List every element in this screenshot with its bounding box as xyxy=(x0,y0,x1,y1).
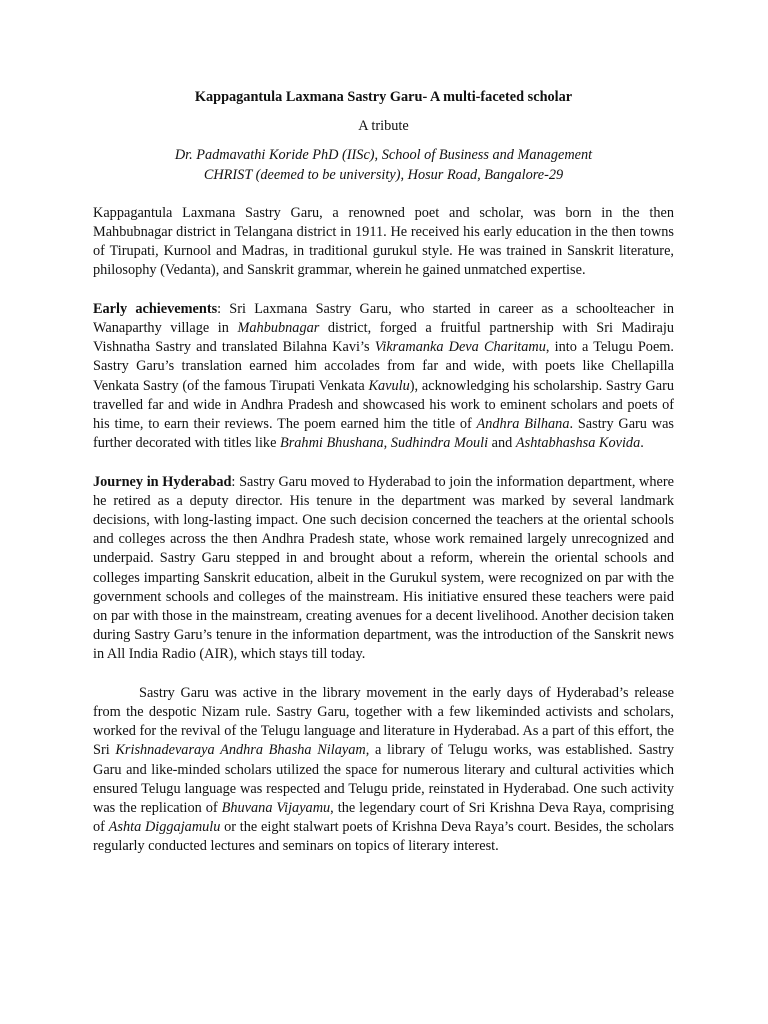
paragraph-text: , xyxy=(383,435,391,452)
paragraph-text: : Sastry Garu moved to Hyderabad to join the information department, where he retired as a deputy director. His tenure in the department was marked by several landmark decisions, with long-lasting impact. One such decision concerned the teachers at the oriental schools and colleges across the then Andhra Pradesh state, whose work remained largely unrecognized and underpaid. Sastry Garu stepped in and brought about a reform, wherein the oriental schools and colleges imparting Sanskrit education, albeit in the Gurukul system, were recognized on par with the government schools and colleges of the mainstream. His initiative ensured these teachers were paid on par with those in the mainstream, creating avenues for a decent livelihood. Another decision taken during Sastry Garu’s tenure in the information department, was the introduction of the Sanskrit news in All India Radio (AIR), which stays till today. xyxy=(93,473,674,663)
paragraph-text: , the legendary court of Sri Krishna Deva Raya, comprising of xyxy=(93,800,674,836)
paragraph-text: ), acknowledging his scholarship. Sastry Garu travelled far and wide in Andhra Pradesh and showcased his work to eminent scholars and poets of his time, to earn their reviews. The poem earned him the title of xyxy=(93,377,674,433)
paragraph-text: . Sastry Garu was further decorated with titles like xyxy=(93,416,674,452)
paragraph-text: district, forged a fruitful partnership with Sri Madiraju Vishnatha Sastry and translated Bilahna Kavi’s xyxy=(93,320,674,356)
paragraph-text: and xyxy=(488,435,516,452)
document-title: Kappagantula Laxmana Sastry Garu- A multi-faceted scholar xyxy=(194,89,573,105)
author-line-2: CHRIST (deemed to be university), Hosur Road, Bangalore-29 xyxy=(203,166,564,183)
paragraph-text: . xyxy=(640,435,644,452)
paragraph-text: , a library of Telugu works, was established. Sastry Garu and like-minded scholars utilized the space for numerous literary and cultural activities which ensured Telugu language was respected and Telugu pride, reinstated in Hyderabad. One such activity was the replication of xyxy=(93,742,674,817)
italic-term: Ashta Diggajamulu xyxy=(108,819,221,836)
journey-hyderabad-heading: Journey in Hyderabad xyxy=(93,473,232,490)
paragraph-text: : Sri Laxmana Sastry Garu, who started in career as a schoolteacher in Wanaparthy village in xyxy=(93,300,674,337)
italic-term: Andhra Bilhana xyxy=(476,416,570,433)
library-movement-paragraph xyxy=(93,684,674,857)
author-block xyxy=(93,146,674,184)
italic-term: Brahmi Bhushana xyxy=(279,435,384,452)
document-subtitle: A tribute xyxy=(358,118,409,135)
intro-paragraph: Kappagantula Laxmana Sastry Garu, a renowned poet and scholar, was born in the then Mahbubnagar district in Telangana district in 1911. He received his early education in the then towns of Tirupati, Kurnool and Madras, in traditional gurukul style. He was trained in Sanskrit literature, philosophy (Vedanta), and Sanskrit grammar, wherein he gained unmatched expertise. xyxy=(93,204,674,279)
italic-term: Vikramanka Deva Charitamu xyxy=(374,339,546,356)
early-achievements-paragraph xyxy=(93,300,674,454)
paragraph-text: or the eight stalwart poets of Krishna Deva Raya’s court. Besides, the scholars regularly conducted lectures and seminars on topics of literary interest. xyxy=(93,819,674,855)
italic-term: Bhuvana Vijayamu xyxy=(221,800,331,817)
italic-term: Krishnadevaraya Andhra Bhasha Nilayam xyxy=(115,742,366,759)
document-page xyxy=(93,88,674,857)
italic-term: Kavulu xyxy=(368,377,410,394)
author-line-1: Dr. Padmavathi Koride PhD (IISc), School of Business and Management xyxy=(174,147,593,164)
paragraph-text: Sastry Garu was active in the library movement in the early days of Hyderabad’s release from the despotic Nizam rule. Sastry Garu, together with a few likeminded activists and scholars, worked for the revival of the Telugu language and literature in Hyderabad. As a part of this effort, the Sri xyxy=(93,684,674,759)
journey-hyderabad-paragraph xyxy=(93,473,674,665)
italic-term: Mahbubnagar xyxy=(237,320,320,337)
paragraph-text: , into a Telugu Poem. Sastry Garu’s translation earned him accolades from far and wide, with poets like Chellapilla Venkata Sastry (of the famous Tirupati Venkata xyxy=(93,339,674,394)
italic-term: Sudhindra Mouli xyxy=(390,435,489,452)
early-achievements-heading: Early achievements xyxy=(93,300,218,317)
italic-term: Ashtabhashsa Kovida xyxy=(515,435,641,452)
